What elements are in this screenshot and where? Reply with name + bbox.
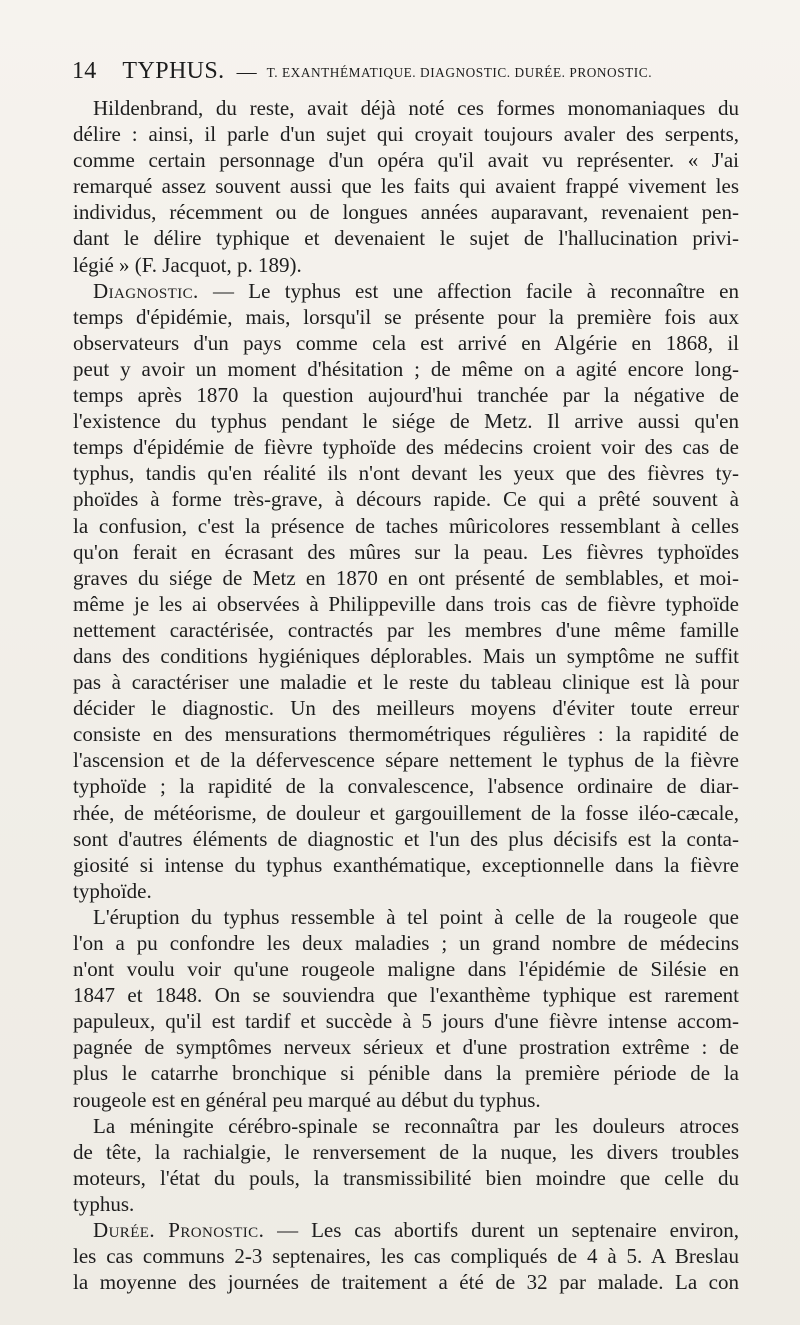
running-title: TYPHUS.: [122, 58, 225, 84]
text-line: pas à caractériser une maladie et le reste du tableau clinique est là pour: [73, 670, 739, 695]
duree-pronostic-heading: Durée. Pronostic.: [93, 1218, 265, 1243]
text-line: même je les ai observées à Philippeville dans trois cas de fièvre typhoïde: [73, 591, 739, 616]
body-text: [73, 95, 739, 1295]
text-line: L'éruption du typhus ressemble à tel point à celle de la rougeole que: [93, 904, 739, 929]
text-line: l'on a pu confondre les deux maladies ; un grand nombre de médecins: [73, 931, 739, 955]
text-line: observateurs d'un pays comme cela est arrivé en Algérie en 1868, il: [73, 330, 739, 355]
text-line: La méningite cérébro-spinale se reconnaîtra par les douleurs atroces: [93, 1113, 739, 1138]
page-number: 14: [72, 58, 97, 84]
text-line: la confusion, c'est la présence de taches mûricolores ressemblant à celles: [73, 513, 739, 538]
text-line: dans des conditions hygiéniques déplorables. Mais un symptôme ne suffit: [73, 643, 739, 668]
text-line: phoïdes à forme très-grave, à décours rapide. Ce qui a prêté souvent à: [73, 487, 739, 512]
running-subtitle: T. EXANTHÉMATIQUE. DIAGNOSTIC. DURÉE. PRONOSTIC.: [266, 65, 653, 80]
text-line: rougeole est en général peu marqué au début du typhus.: [73, 1087, 541, 1112]
text-line: — Les cas abortifs durent un septenaire environ,: [277, 1218, 739, 1243]
text-line: de tête, la rachialgie, le renversement de la nuque, les divers troubles: [73, 1139, 739, 1164]
running-dash: —: [236, 61, 257, 83]
text-line: dant le délire typhique et devenaient le sujet de l'hallucination privi-: [73, 226, 739, 251]
text-line: délire : ainsi, il parle d'un sujet qui croyait toujours avaler des serpents,: [73, 122, 739, 147]
text-line: l'ascension et de la défervescence sépare nettement le typhus de la fièvre: [73, 748, 739, 773]
text-line: n'ont voulu voir qu'une rougeole maligne dans l'épidémie de Silésie en: [73, 957, 739, 982]
text-line: consiste en des mensurations thermométriques régulières : la rapidité de: [73, 722, 739, 747]
text-line: les cas communs 2-3 septenaires, les cas compliqués de 4 à 5. A Breslau: [73, 1244, 739, 1269]
text-line: typhoïde.: [73, 878, 152, 903]
text-line: la moyenne des journées de traitement a été de 32 par malade. La con: [73, 1270, 739, 1295]
text-line: giosité si intense du typhus exanthématique, exceptionnelle dans la fièvre: [73, 852, 739, 877]
text-line: papuleux, qu'il est tardif et succède à 5 jours d'une fièvre intense accom-: [73, 1009, 739, 1034]
text-line: l'existence du typhus pendant le siége de Metz. Il arrive aussi qu'en: [73, 409, 739, 434]
text-line: — Le typhus est une affection facile à reconnaître en: [212, 278, 739, 303]
text-line: typhoïde ; la rapidité de la convalescence, l'absence ordinaire de diar-: [73, 774, 739, 799]
duree-paragraph-first-line: [73, 1217, 739, 1243]
text-line: temps après 1870 la question aujourd'hui tranchée par la négative de: [73, 383, 739, 408]
text-line: remarqué assez souvent aussi que les faits qui avaient frappé vivement les: [73, 174, 739, 199]
text-line: graves du siége de Metz en 1870 en ont présenté de semblables, et moi-: [73, 565, 739, 590]
text-line: peut y avoir un moment d'hésitation ; de même on a agité encore long-: [73, 356, 739, 381]
diagnostic-heading: Diagnostic.: [93, 278, 199, 303]
text-line: décider le diagnostic. Un des meilleurs moyens d'éviter toute erreur: [73, 696, 739, 721]
text-line: pagnée de symptômes nerveux sérieux et d'une prostration extrême : de: [73, 1035, 739, 1060]
text-line: sont d'autres éléments de diagnostic et l'un des plus décisifs est la conta-: [73, 826, 739, 851]
text-line: légié » (F. Jacquot, p. 189).: [73, 252, 302, 277]
text-line: qu'on ferait en écrasant des mûres sur la peau. Les fièvres typhoïdes: [73, 539, 739, 564]
text-line: temps d'épidémie, mais, lorsqu'il se présente pour la première fois aux: [73, 304, 739, 329]
text-line: 1847 et 1848. On se souviendra que l'exanthème typhique est rarement: [73, 983, 739, 1008]
text-line: individus, récemment ou de longues années auparavant, revenaient pen-: [73, 200, 739, 225]
text-line: nettement caractérisée, contractés par les membres d'une même famille: [73, 617, 739, 642]
text-line: plus le catarrhe bronchique si pénible dans la première période de la: [73, 1061, 739, 1086]
text-line: typhus.: [73, 1191, 135, 1216]
diagnostic-paragraph-first-line: [73, 278, 739, 304]
text-line: rhée, de météorisme, de douleur et gargouillement de la fosse iléo-cæcale,: [73, 800, 739, 825]
text-line: typhus, tandis qu'en réalité ils n'ont devant les yeux que des fièvres ty-: [73, 461, 739, 486]
running-header: [72, 58, 752, 88]
text-line: Hildenbrand, du reste, avait déjà noté ces formes monomaniaques du: [93, 96, 739, 120]
text-line: comme certain personnage d'un opéra qu'il avait vu représenter. « J'ai: [73, 148, 739, 173]
text-line: temps d'épidémie de fièvre typhoïde des médecins croient voir des cas de: [73, 435, 739, 460]
text-line: moteurs, l'état du pouls, la transmissibilité bien moindre que celle du: [73, 1165, 739, 1190]
